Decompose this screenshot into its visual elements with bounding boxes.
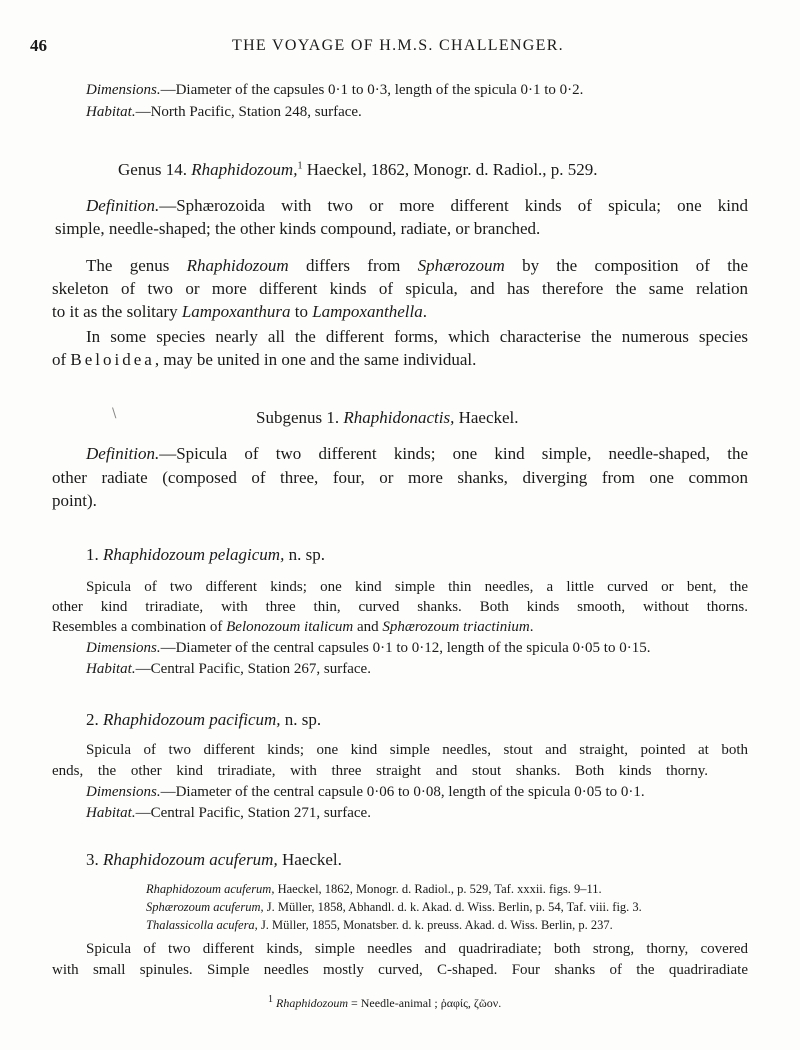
genus-authority: Haeckel, 1862, Monogr. d. Radiol., p. 529. bbox=[302, 160, 598, 179]
group-name-beloidea: Beloidea bbox=[70, 350, 155, 369]
species-2-line1: Spicula of two different kinds; one kind simple needles, stout and straight, pointed at both bbox=[86, 742, 748, 758]
genus-prefix: Genus 14. bbox=[118, 160, 187, 179]
species-2-heading: 2. Rhaphidozoum pacificum, n. sp. bbox=[86, 710, 322, 729]
species-1-heading: 1. Rhaphidozoum pelagicum, n. sp. bbox=[86, 545, 325, 564]
genus-paragraph-line2: skeleton of two or more different kinds of spicula, and has therefore the same relation bbox=[52, 279, 748, 298]
genus-paragraph-line3: to it as the solitary Lampoxanthura to Lampoxanthella. bbox=[52, 302, 427, 321]
prev-habitat bbox=[86, 104, 362, 121]
species-1-line2: other kind triradiate, with three thin, curved shanks. Both kinds smooth, without thorns. bbox=[52, 599, 748, 615]
species-1-line3: Resembles a combination of Belonozoum italicum and Sphærozoum triactinium. bbox=[52, 619, 534, 635]
footnote: $^1$ Rhaphidozoum = Needle-animal ; ῥαφίς, ζῶον. bbox=[268, 994, 502, 1010]
genus-paragraph2-line1: In some species nearly all the different forms, which characterise the numerous species bbox=[86, 327, 748, 346]
subgenus-definition-line1: Definition.—Spicula of two different kinds; one kind simple, needle-shaped, the bbox=[86, 444, 748, 463]
species-2-habitat: Habitat.—Central Pacific, Station 271, surface. bbox=[86, 805, 371, 821]
dimensions-text: —Diameter of the capsules 0·1 to 0·3, length of the spicula 0·1 to 0·2. bbox=[160, 82, 584, 98]
subgenus-definition-line2: other radiate (composed of three, four, or more shanks, diverging from one common bbox=[52, 468, 748, 487]
habitat-text: —North Pacific, Station 248, surface. bbox=[135, 104, 362, 120]
genus-definition-line2: simple, needle-shaped; the other kinds compound, radiate, or branched. bbox=[55, 219, 541, 238]
page-number: 46 bbox=[30, 36, 47, 55]
species-3-line2: with small spinules. Simple needles mostly curved, C-shaped. Four shanks of the quadriradiate bbox=[52, 962, 748, 978]
running-title: THE VOYAGE OF H.M.S. CHALLENGER. bbox=[232, 37, 564, 54]
genus-definition-line1: Definition.—Sphærozoida with two or more different kinds of spicula; one kind bbox=[86, 196, 748, 215]
species-3-synonym-1: Rhaphidozoum acuferum, Haeckel, 1862, Monogr. d. Radiol., p. 529, Taf. xxxii. figs. 9–11. bbox=[146, 882, 602, 896]
prev-dimensions bbox=[86, 82, 583, 99]
genus-paragraph-line1: The genus Rhaphidozoum differs from Sphærozoum by the composition of the bbox=[86, 256, 748, 275]
species-2-dimensions: Dimensions.—Diameter of the central capsule 0·06 to 0·08, length of the spicula 0·05 to 0·1. bbox=[86, 784, 645, 800]
species-2-line2: ends, the other kind triradiate, with three straight and stout shanks. Both kinds thorny. bbox=[52, 763, 708, 779]
species-3-synonym-3: Thalassicolla acufera, J. Müller, 1855, Monatsber. d. k. preuss. Akad. d. Wiss. Berlin, p. 237. bbox=[146, 918, 613, 932]
definition-label: Definition. bbox=[86, 196, 160, 215]
species-3-synonym-2: Sphærozoum acuferum, J. Müller, 1858, Abhandl. d. k. Akad. d. Wiss. Berlin, p. 54, Taf. viii. fig. 3. bbox=[146, 900, 642, 914]
dimensions-label: Dimensions. bbox=[86, 82, 161, 98]
species-1-habitat: Habitat.—Central Pacific, Station 267, surface. bbox=[86, 661, 371, 677]
genus-paragraph2-line2: of Beloidea, may be united in one and the same individual. bbox=[52, 350, 477, 369]
genus-footnote-mark: 1 bbox=[297, 160, 303, 172]
genus-name: Rhaphidozoum, bbox=[191, 160, 298, 179]
species-1-dimensions: Dimensions.—Diameter of the central capsules 0·1 to 0·12, length of the spicula 0·05 to 0·15. bbox=[86, 640, 651, 656]
subgenus-heading: Subgenus 1. Rhaphidonactis, Haeckel. bbox=[256, 408, 519, 427]
species-1-line1: Spicula of two different kinds; one kind simple thin needles, a little curved or bent, the bbox=[86, 579, 748, 595]
habitat-label: Habitat. bbox=[86, 104, 136, 120]
subgenus-definition-line3: point). bbox=[52, 491, 97, 510]
stray-mark: \ bbox=[112, 406, 117, 421]
genus-heading bbox=[118, 160, 598, 180]
species-3-line1: Spicula of two different kinds, simple needles and quadriradiate; both strong, thorny, covered bbox=[86, 941, 748, 957]
footnote-mark: 1 bbox=[268, 994, 273, 1005]
species-3-heading: 3. Rhaphidozoum acuferum, Haeckel. bbox=[86, 850, 342, 869]
